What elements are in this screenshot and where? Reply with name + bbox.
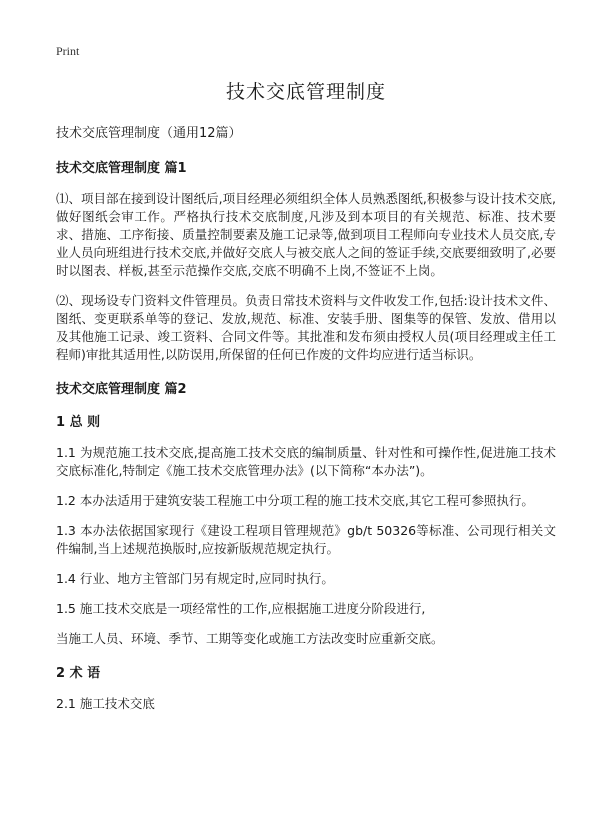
section-1-paragraph-1: ⑴、项目部在接到设计图纸后,项目经理必须组织全体人员熟悉图纸,积极参与设计技术交底,做好图纸会审工作。严格执行技术交底制度,凡涉及到本项目的有关规范、标准、技术要求、措施、工序衔接、质量控制要素及施工记录等,做到项目工程师向专业技术人员交底,专业人员向班组进行技术交底,并做好交底人与被交底人之间的签证手续,交底要细致明了,必要时以图表、样板,甚至示范操作交底,交底不明确不上岗,不签证不上岗。 <box>56 191 556 278</box>
section-1-paragraph-2: ⑵、现场设专门资料文件管理员。负责日常技术资料与文件收发工作,包括:设计技术文件、图纸、变更联系单等的登记、发放,规范、标准、安装手册、图集等的保管、发放、借用以及其他施工记录、竣工资料、合同文件等。其批准和发布须由授权人员(项目经理或主任工程师)审批其适用性,以防误用,所保留的任何已作废的文件均应进行适当标识。 <box>56 293 556 362</box>
clause-1-2: 1.2 本办法适用于建筑安装工程施工中分项工程的施工技术交底,其它工程可参照执行。 <box>56 493 534 508</box>
clause-1-4: 1.4 行业、地方主管部门另有规定时,应同时执行。 <box>56 571 334 586</box>
clause-1-1: 1.1 为规范施工技术交底,提高施工技术交底的编制质量、针对性和可操作性,促进施工技术交底标准化,特制定《施工技术交底管理办法》(以下简称“本办法”)。 <box>56 445 556 478</box>
document-subtitle: 技术交底管理制度（通用12篇） <box>56 126 242 141</box>
clause-1-5: 1.5 施工技术交底是一项经常性的工作,应根据施工进度分阶段进行, <box>56 601 426 616</box>
clause-1-5-continued: 当施工人员、环境、季节、工期等变化或施工方法改变时应重新交底。 <box>56 631 444 646</box>
clause-1-3: 1.3 本办法依据国家现行《建设工程项目管理规范》gb/t 50326等标准、公司现行相关文件编制,当上述规范换版时,应按新版规范规定执行。 <box>56 523 556 556</box>
chapter-1-heading: 1 总 则 <box>56 415 101 430</box>
print-link[interactable]: Print <box>56 44 80 58</box>
section-heading-2: 技术交底管理制度 篇2 <box>56 382 187 397</box>
section-heading-1: 技术交底管理制度 篇1 <box>56 161 187 176</box>
clause-2-1: 2.1 施工技术交底 <box>56 696 155 711</box>
document-title: 技术交底管理制度 <box>225 81 386 103</box>
chapter-2-heading: 2 术 语 <box>56 666 101 681</box>
